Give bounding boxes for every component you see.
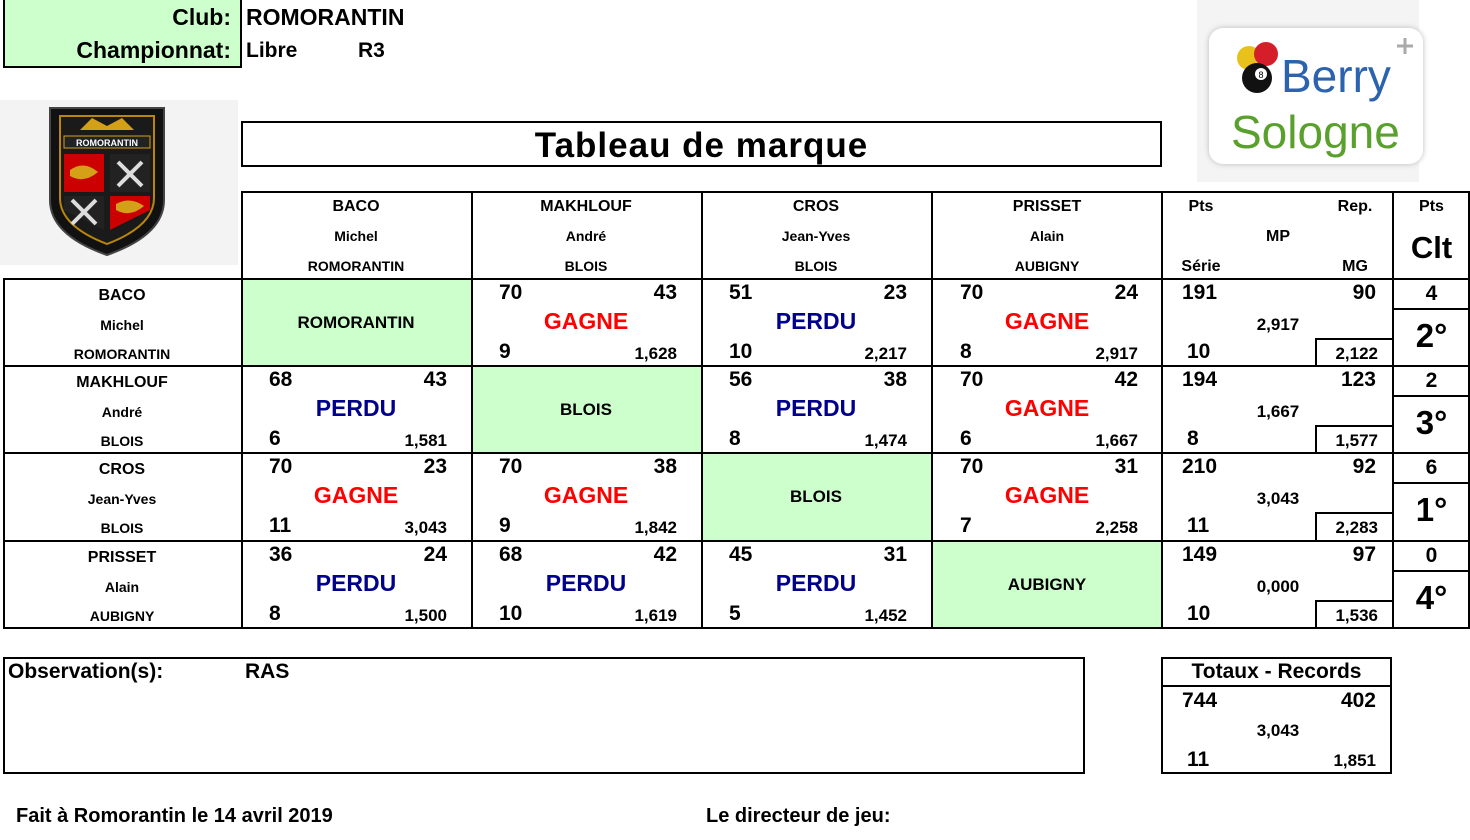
match-points: 70 <box>960 368 984 391</box>
row-player-first: Michel <box>100 317 144 333</box>
totals-mp: 3,043 <box>1256 721 1300 740</box>
row-mg: 2,122 <box>1335 344 1378 363</box>
match-series: 8 <box>269 602 281 625</box>
row-points: 0 <box>1425 544 1438 567</box>
match-result: PERDU <box>315 395 397 421</box>
logo-berry: Berry <box>1281 50 1391 102</box>
match-innings: 31 <box>1114 455 1138 478</box>
match-average: 2,258 <box>1095 518 1138 537</box>
row-player-club: AUBIGNY <box>89 608 155 624</box>
grid-line <box>1392 191 1394 629</box>
totals-mg: 1,851 <box>1333 751 1376 770</box>
row-player-first: André <box>101 404 143 420</box>
row-mp: 0,000 <box>1256 577 1300 596</box>
grid-line <box>1392 191 1470 193</box>
row-points: 6 <box>1425 456 1438 479</box>
row-rank: 4° <box>1415 579 1448 616</box>
match-innings: 24 <box>423 543 447 566</box>
page-title: Tableau de marque <box>241 121 1162 167</box>
match-series: 8 <box>729 427 741 450</box>
row-player-last: CROS <box>98 461 146 478</box>
grid-line <box>3 278 5 629</box>
match-points: 56 <box>729 368 753 391</box>
match-average: 2,917 <box>1095 344 1138 363</box>
match-average: 1,667 <box>1095 431 1138 450</box>
match-points: 70 <box>269 455 293 478</box>
grid-line <box>931 191 933 629</box>
match-series: 9 <box>499 514 511 537</box>
col-header-club: BLOIS <box>564 258 608 274</box>
match-innings: 24 <box>1114 281 1138 304</box>
championnat-mode: Libre <box>246 39 298 62</box>
col-header-first: Jean-Yves <box>781 228 851 244</box>
col-header-first: André <box>565 228 607 244</box>
match-average: 1,500 <box>404 606 447 625</box>
row-mg: 2,283 <box>1335 518 1378 537</box>
footer-director: Le directeur de jeu: <box>706 805 891 827</box>
match-points: 45 <box>729 543 753 566</box>
svg-text:8: 8 <box>1258 70 1264 80</box>
row-total-rep: 123 <box>1340 368 1376 391</box>
header-rep: Rep. <box>1337 198 1373 215</box>
match-result: PERDU <box>775 308 857 334</box>
observations-label: Observation(s): <box>8 660 164 683</box>
emblem-text: ROMORANTIN <box>76 138 138 148</box>
match-average: 1,474 <box>864 431 907 450</box>
match-innings: 23 <box>883 281 907 304</box>
match-average: 1,581 <box>404 431 447 450</box>
match-points: 70 <box>499 455 523 478</box>
row-total-rep: 90 <box>1352 281 1376 304</box>
row-rank: 1° <box>1415 491 1448 528</box>
match-result: GAGNE <box>313 482 399 508</box>
row-player-club: ROMORANTIN <box>73 346 171 362</box>
row-total-pts: 210 <box>1182 455 1218 478</box>
row-player-club: BLOIS <box>100 433 144 449</box>
header-pts: Pts <box>1188 198 1214 215</box>
grid-line <box>3 540 1470 542</box>
match-result: GAGNE <box>1004 482 1090 508</box>
row-total-rep: 97 <box>1352 543 1376 566</box>
grid-line <box>3 627 1470 629</box>
championnat-label: Championnat: <box>76 37 231 63</box>
match-series: 9 <box>499 340 511 363</box>
col-header-club: BLOIS <box>794 258 838 274</box>
col-header-last: MAKHLOUF <box>540 198 632 215</box>
match-result: PERDU <box>315 570 397 596</box>
match-innings: 43 <box>423 368 447 391</box>
col-header-club: AUBIGNY <box>1014 258 1080 274</box>
row-total-pts: 191 <box>1182 281 1218 304</box>
match-points: 51 <box>729 281 753 304</box>
grid-line <box>241 191 1470 193</box>
match-points: 36 <box>269 543 293 566</box>
header-clt: Clt <box>1410 230 1453 265</box>
match-points: 70 <box>960 281 984 304</box>
row-rank: 2° <box>1415 317 1448 354</box>
match-series: 6 <box>960 427 972 450</box>
col-header-club: ROMORANTIN <box>307 258 405 274</box>
row-total-rep: 92 <box>1352 455 1376 478</box>
grid-line <box>3 278 1470 280</box>
match-innings: 31 <box>883 543 907 566</box>
match-series: 10 <box>729 340 753 363</box>
row-player-first: Jean-Yves <box>87 491 157 507</box>
grid-line <box>1392 395 1470 397</box>
row-mg: 1,577 <box>1335 431 1378 450</box>
row-points: 4 <box>1425 282 1438 305</box>
row-serie: 10 <box>1187 340 1211 363</box>
match-series: 10 <box>499 602 523 625</box>
header-pts-clt: Pts <box>1419 198 1444 215</box>
match-result: PERDU <box>545 570 627 596</box>
footer-place-date: Fait à Romorantin le 14 avril 2019 <box>16 805 333 827</box>
observations-value: RAS <box>245 660 290 683</box>
match-innings: 42 <box>1114 368 1138 391</box>
grid-line <box>1392 570 1470 572</box>
match-average: 1,628 <box>634 344 677 363</box>
row-serie: 8 <box>1187 427 1199 450</box>
diagonal-club: BLOIS <box>790 487 842 506</box>
grid-line <box>701 191 703 629</box>
grid-line <box>1392 308 1470 310</box>
row-player-last: MAKHLOUF <box>76 374 168 391</box>
col-header-last: BACO <box>332 198 380 215</box>
match-points: 68 <box>269 368 293 391</box>
match-innings: 38 <box>653 455 677 478</box>
match-points: 68 <box>499 543 523 566</box>
row-mp: 1,667 <box>1256 402 1300 421</box>
match-series: 7 <box>960 514 972 537</box>
match-points: 70 <box>960 455 984 478</box>
club-value: ROMORANTIN <box>246 4 405 30</box>
totals-title: Totaux - Records <box>1191 660 1362 683</box>
diagonal-club: AUBIGNY <box>1007 575 1087 594</box>
row-rank: 3° <box>1415 404 1448 441</box>
totals-pts: 744 <box>1182 689 1218 712</box>
match-series: 6 <box>269 427 281 450</box>
match-series: 8 <box>960 340 972 363</box>
row-mp: 2,917 <box>1256 315 1300 334</box>
row-total-pts: 194 <box>1182 368 1218 391</box>
match-innings: 42 <box>653 543 677 566</box>
observations-box <box>3 657 1085 774</box>
diagonal-club: BLOIS <box>560 400 612 419</box>
row-player-club: BLOIS <box>100 520 144 536</box>
diagonal-club: ROMORANTIN <box>297 313 415 332</box>
match-result: GAGNE <box>1004 308 1090 334</box>
header-mp: MP <box>1266 228 1290 245</box>
totals-serie: 11 <box>1187 748 1210 771</box>
match-result: GAGNE <box>1004 395 1090 421</box>
totals-rep: 402 <box>1340 689 1376 712</box>
match-result: PERDU <box>775 570 857 596</box>
header-mg: MG <box>1342 258 1368 275</box>
match-innings: 43 <box>653 281 677 304</box>
col-header-last: CROS <box>792 198 840 215</box>
row-serie: 11 <box>1187 514 1210 537</box>
match-points: 70 <box>499 281 523 304</box>
match-result: PERDU <box>775 395 857 421</box>
match-average: 1,452 <box>864 606 907 625</box>
match-series: 5 <box>729 602 741 625</box>
row-total-pts: 149 <box>1182 543 1218 566</box>
row-player-last: BACO <box>98 287 146 304</box>
logo-sologne: Sologne <box>1231 106 1400 158</box>
match-average: 2,217 <box>864 344 907 363</box>
match-average: 1,619 <box>634 606 677 625</box>
club-label: Club: <box>172 4 231 30</box>
header-serie: Série <box>1181 258 1221 275</box>
row-player-last: PRISSET <box>87 549 157 566</box>
match-average: 1,842 <box>634 518 677 537</box>
row-serie: 10 <box>1187 602 1211 625</box>
match-average: 3,043 <box>404 518 447 537</box>
row-mp: 3,043 <box>1256 489 1300 508</box>
col-header-first: Michel <box>334 228 378 244</box>
row-points: 2 <box>1425 369 1438 392</box>
grid-line <box>241 191 243 629</box>
match-result: GAGNE <box>543 482 629 508</box>
grid-line <box>1392 216 1394 217</box>
col-header-last: PRISSET <box>1012 198 1082 215</box>
championnat-level: R3 <box>358 39 385 62</box>
row-mg: 1,536 <box>1335 606 1378 625</box>
match-result: GAGNE <box>543 308 629 334</box>
grid-line <box>3 452 1470 454</box>
grid-line <box>3 365 1470 367</box>
col-header-first: Alain <box>1029 228 1065 244</box>
grid-line <box>471 191 473 629</box>
match-series: 11 <box>269 514 292 537</box>
row-player-first: Alain <box>104 579 140 595</box>
match-innings: 38 <box>883 368 907 391</box>
grid-line <box>1392 482 1470 484</box>
grid-line <box>1161 191 1163 629</box>
match-innings: 23 <box>423 455 447 478</box>
